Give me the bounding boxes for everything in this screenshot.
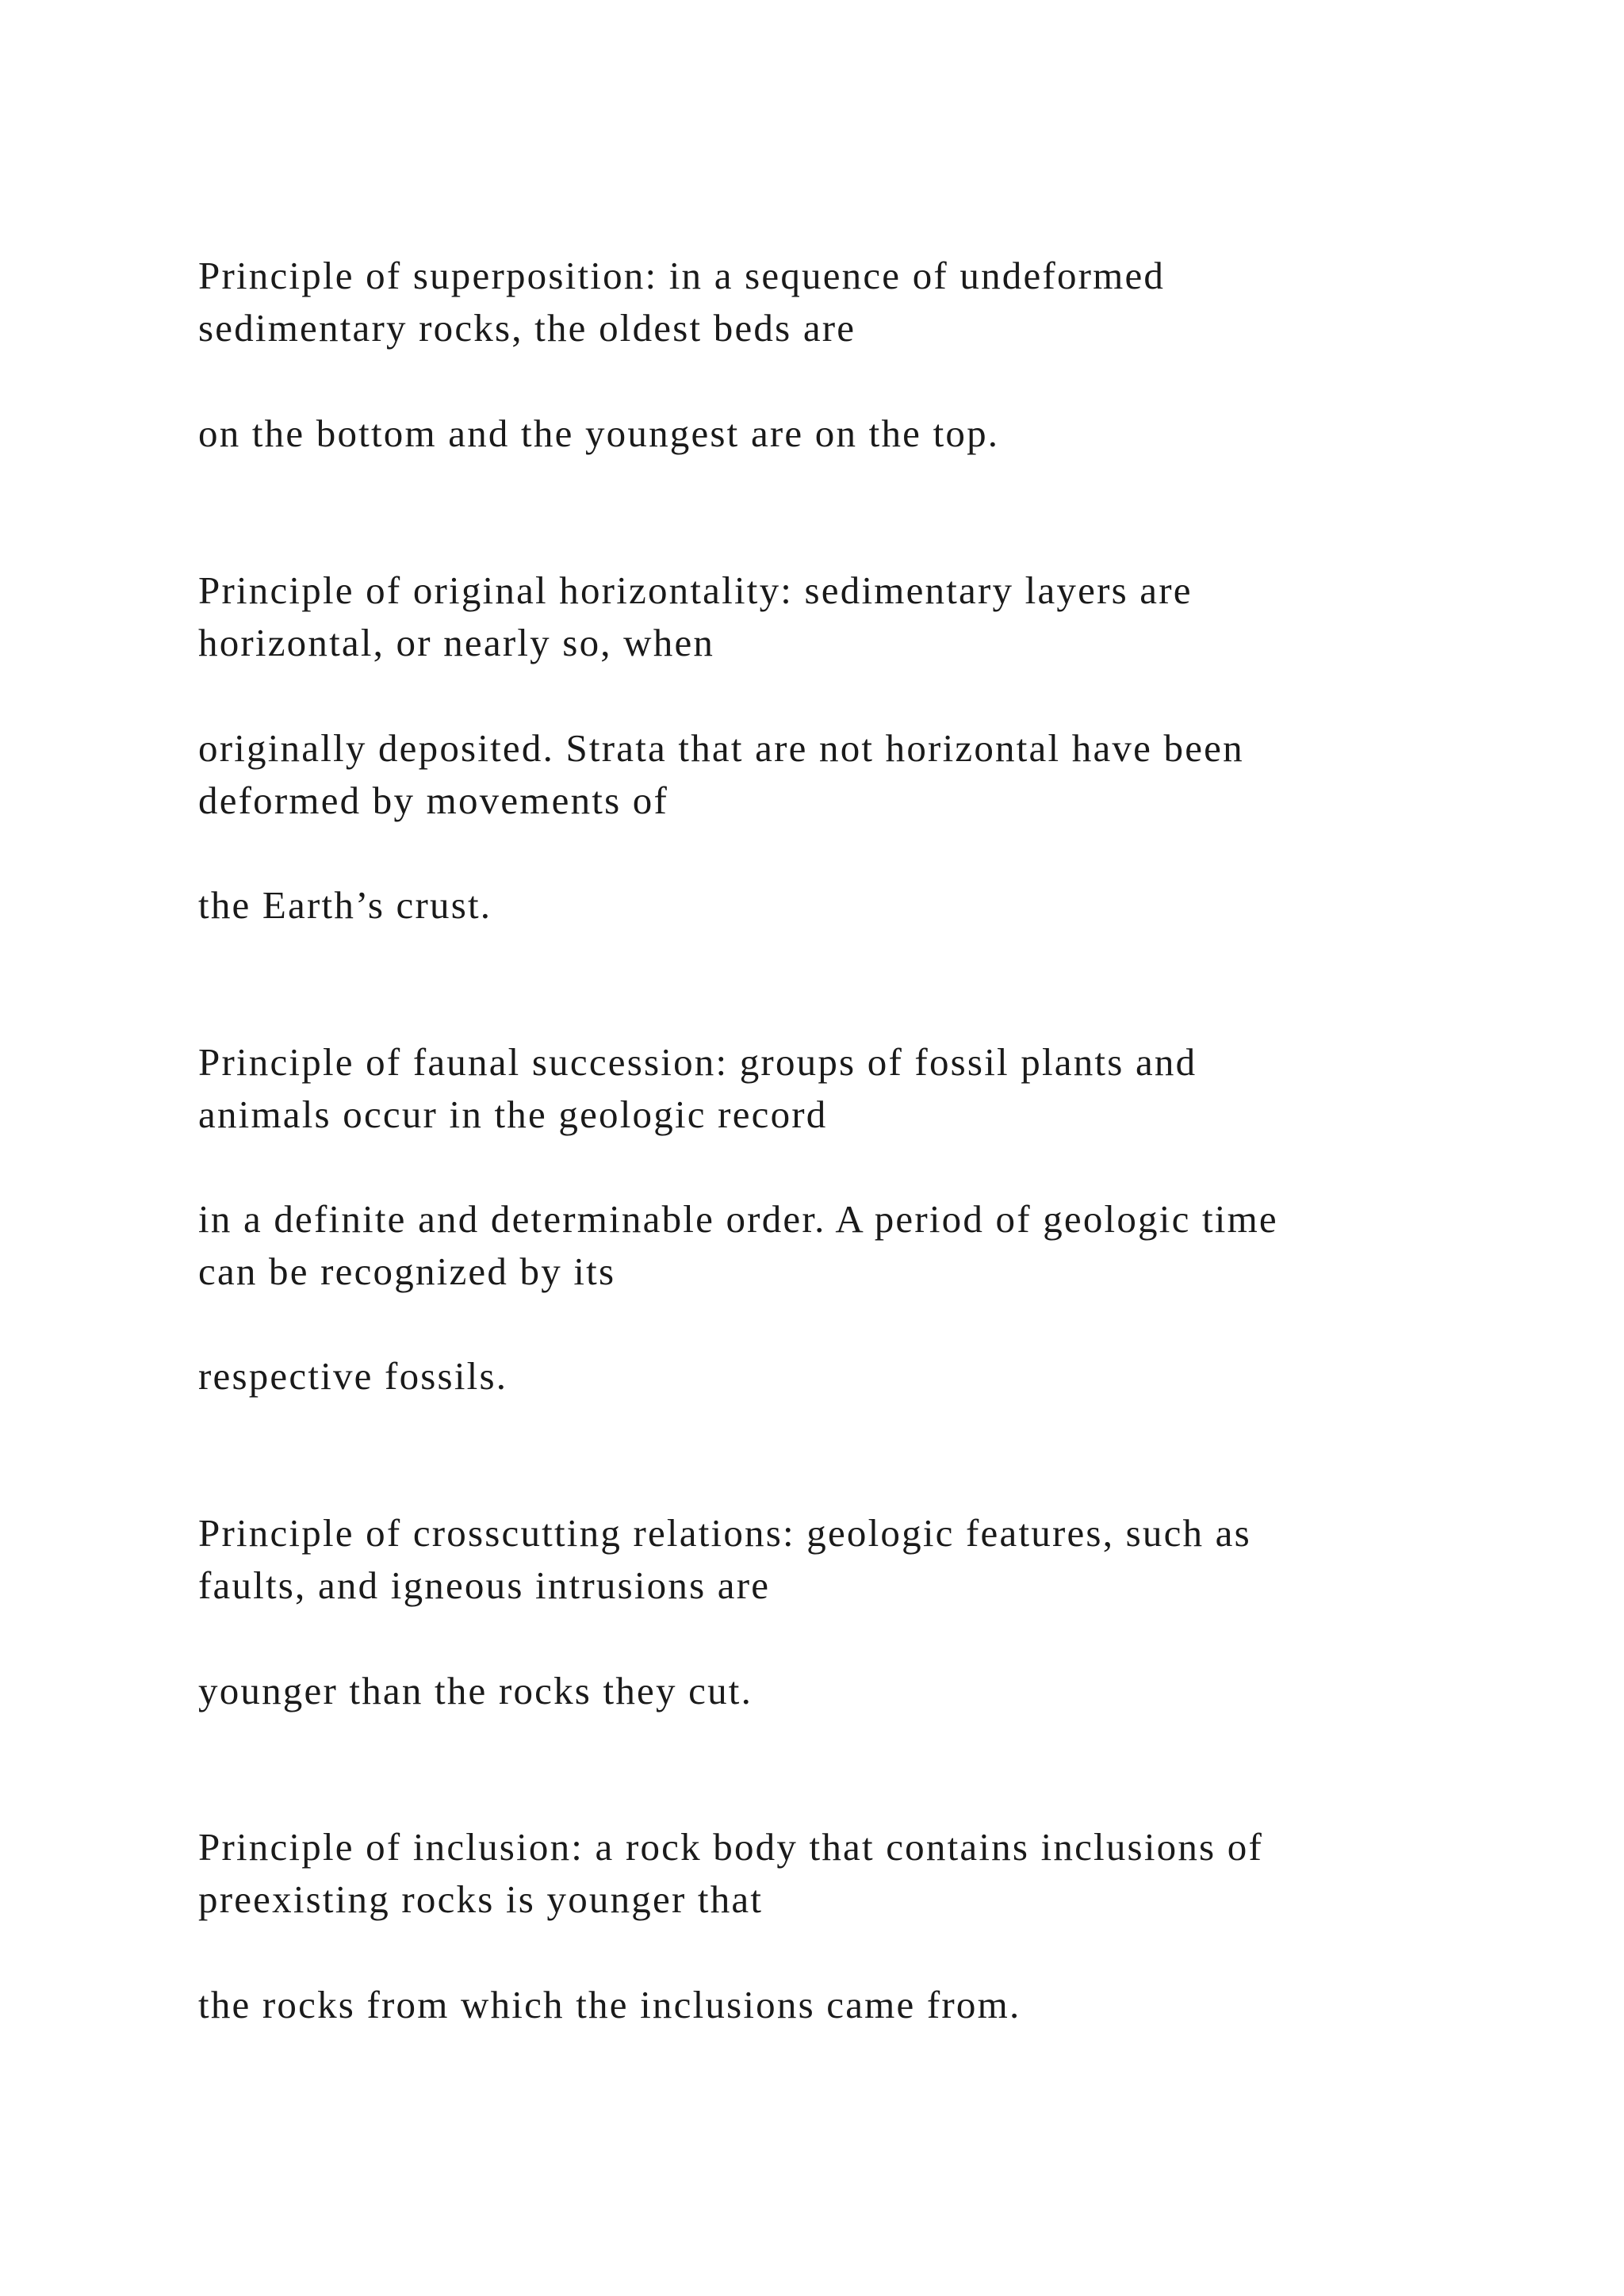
faunal-succession-line-1: Principle of faunal succession: groups of fossil plants and — [198, 1040, 1197, 1084]
inclusion-line-3: the rocks from which the inclusions came from. — [198, 1983, 1021, 2026]
horizontality-line-3: originally deposited. Strata that are not horizontal have been — [198, 726, 1244, 770]
superposition-line-3: on the bottom and the youngest are on the top. — [198, 411, 1000, 455]
horizontality-line-5: the Earth’s crust. — [198, 883, 492, 927]
superposition-line-1: Principle of superposition: in a sequence of undeformed — [198, 254, 1166, 297]
crosscutting-line-1: Principle of crosscutting relations: geologic features, such as — [198, 1511, 1251, 1555]
faunal-succession-line-5: respective fossils. — [198, 1354, 508, 1398]
inclusion-line-2: preexisting rocks is younger that — [198, 1877, 764, 1921]
faunal-succession-line-4: can be recognized by its — [198, 1249, 616, 1293]
crosscutting-line-2: faults, and igneous intrusions are — [198, 1563, 771, 1607]
faunal-succession-line-2: animals occur in the geologic record — [198, 1093, 828, 1136]
inclusion-line-1: Principle of inclusion: a rock body that contains inclusions of — [198, 1825, 1263, 1869]
horizontality-line-4: deformed by movements of — [198, 779, 669, 822]
horizontality-line-2: horizontal, or nearly so, when — [198, 621, 715, 664]
horizontality-line-1: Principle of original horizontality: sedimentary layers are — [198, 568, 1193, 612]
crosscutting-line-3: younger than the rocks they cut. — [198, 1669, 753, 1712]
superposition-line-2: sedimentary rocks, the oldest beds are — [198, 306, 856, 350]
faunal-succession-line-3: in a definite and determinable order. A period of geologic time — [198, 1197, 1278, 1241]
